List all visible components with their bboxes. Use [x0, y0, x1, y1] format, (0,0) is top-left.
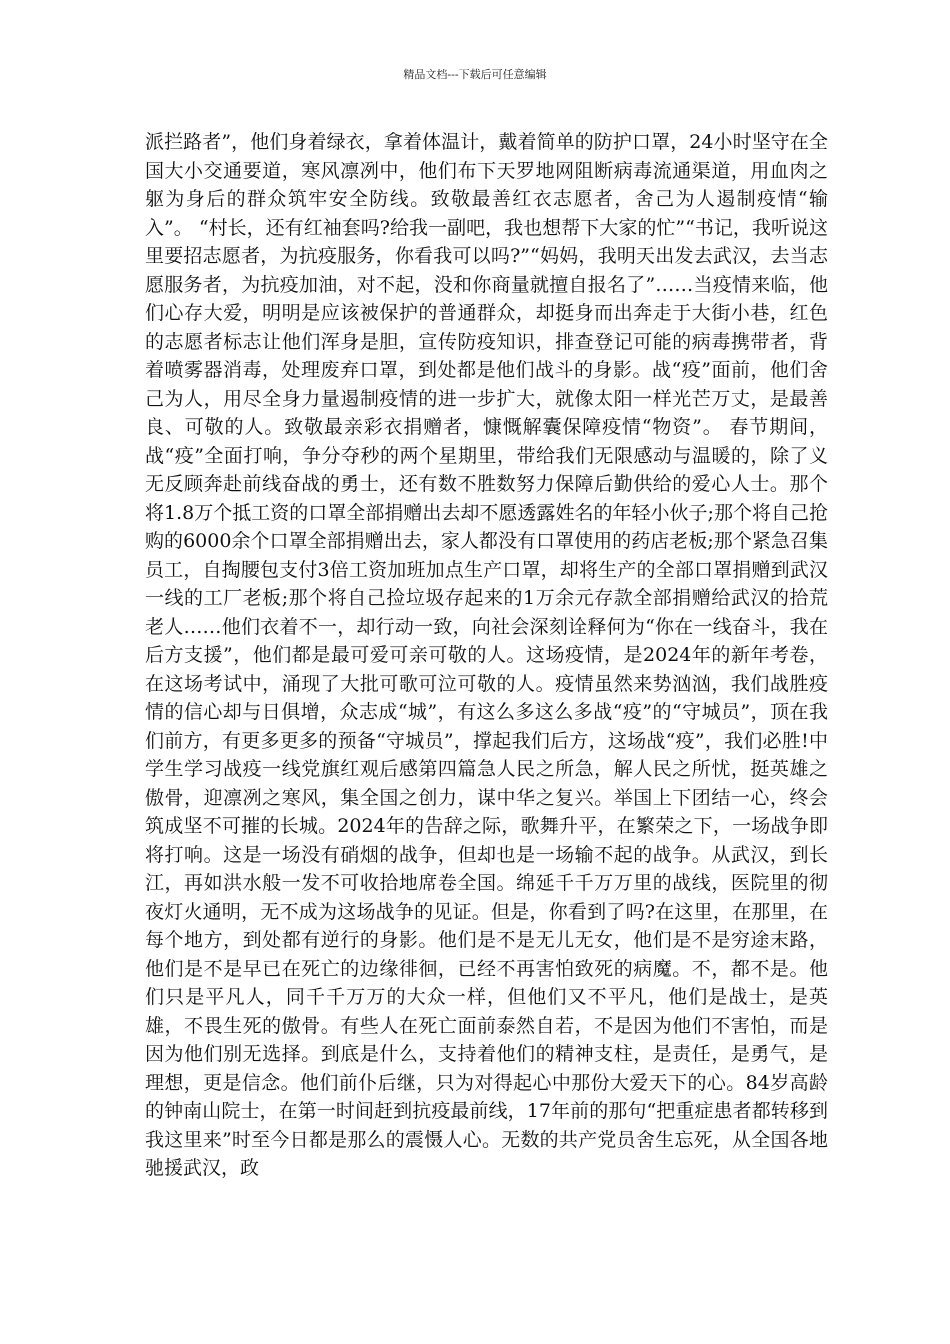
body-text: 派拦路者”，他们身着绿衣，拿着体温计，戴着简单的防护口罩，24小时坚守在全国大小交通要道，寒风凛冽中，他们布下天罗地网阻断病毒流通渠道，用血肉之躯为身后的群众筑牢安全防线。致敬最善红衣志愿者，舍己为人遏制疫情“输入”。 “村长，还有红袖套吗?给我一副吧，我也想帮下大家的忙”“书记，我听说这里要招志愿者，为抗疫服务，你看我可以吗?”“妈妈，我明天出发去武汉，去当志愿服务者，为抗疫加油，对不起，没和你商量就擅自报名了”……当疫情来临，他们心存大爱，明明是应该被保护的普通群众，却挺身而出奔走于大街小巷，红色的志愿者标志让他们浑身是胆，宣传防疫知识，排查登记可能的病毒携带者，背着喷雾器消毒，处理废弃口罩，到处都是他们战斗的身影。战“疫”面前，他们舍己为人，用尽全身力量遏制疫情的进一步扩大，就像太阳一样光芒万丈，是最善良、可敬的人。致敬最亲彩衣捐赠者，慷慨解囊保障疫情“物资”。 春节期间，战“疫”全面打响，争分夺秒的两个星期里，带给我们无限感动与温暖的，除了义无反顾奔赴前线奋战的勇士，还有数不胜数努力保障后勤供给的爱心人士。那个将1.8万个抵工资的口罩全部捐赠出去却不愿透露姓名的年轻小伙子;那个将自己抢购的6000余个口罩全部捐赠出去，家人都没有口罩使用的药店老板;那个紧急召集员工，自掏腰包支付3倍工资加班加点生产口罩，却将生产的全部口罩捐赠到武汉一线的工厂老板;那个将自己捡垃圾存起来的1万余元存款全部捐赠给武汉的拾荒老人……他们衣着不一，却行动一致，向社会深刻诠释何为“你在一线奋斗，我在后方支援”，他们都是最可爱可亲可敬的人。这场疫情，是2024年的新年考卷，在这场考试中，涌现了大批可歌可泣可敬的人。疫情虽然来势汹汹，我们战胜疫情的信心却与日俱增，众志成“城”，有这么多这么多战“疫”的“守城员”，顶在我们前方，有更多更多的预备“守城员”，撑起我们后方，这场战“疫”，我们必胜!中学生学习战疫一线党旗红观后感第四篇急人民之所急，解人民之所忧，挺英雄之傲骨，迎凛冽之寒风，集全国之创力，谋中华之复兴。举国上下团结一心，终会筑成坚不可摧的长城。2024年的告辞之际，歌舞升平，在繁荣之下，一场战争即将打响。这是一场没有硝烟的战争，但却也是一场输不起的战争。从武汉，到长江，再如洪水般一发不可收拾地席卷全国。绵延千千万万里的战线，医院里的彻夜灯火通明，无不成为这场战争的见证。但是，你看到了吗?在这里，在那里，在每个地方，到处都有逆行的身影。他们是不是无儿无女，他们是不是穷途末路，他们是不是早已在死亡的边缘徘徊，已经不再害怕致死的病魔。不，都不是。他们只是平凡人，同千千万万的大众一样，但他们又不平凡，他们是战士，是英雄，不畏生死的傲骨。有些人在死亡面前泰然自若，不是因为他们不害怕，而是因为他们别无选择。到底是什么，支持着他们的精神支柱，是责任，是勇气，是理想，更是信念。他们前仆后继，只为对得起心中那份大爱天下的心。84岁高龄的钟南山院士，在第一时间赶到抗疫最前线，17年前的那句“把重症患者都转移到我这里来”时至今日都是那么的震慑人心。无数的共产党员舍生忘死，从全国各地驰援武汉，政 — [145, 131, 828, 1179]
page-header: 精品文档---下载后可任意编辑 — [403, 68, 547, 81]
